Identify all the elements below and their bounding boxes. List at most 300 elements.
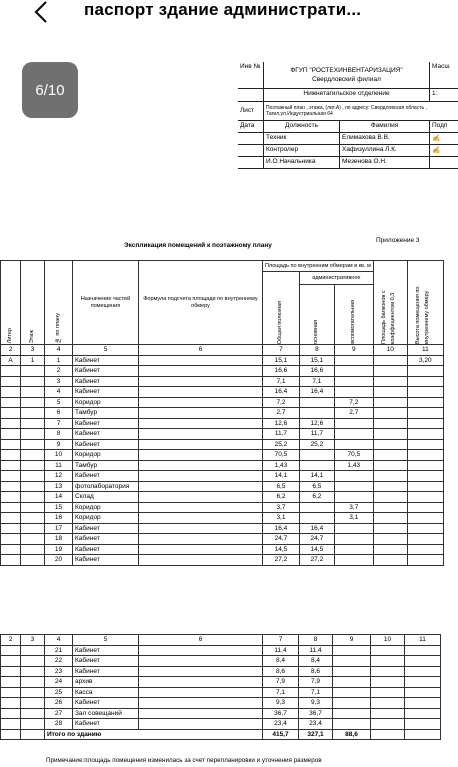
scale-label: Масш xyxy=(432,63,450,70)
row-number: 11 xyxy=(45,460,73,471)
row-formula xyxy=(139,687,263,698)
row-number: 10 xyxy=(45,450,73,461)
row-balcony xyxy=(373,534,407,545)
row-aux-area xyxy=(334,555,373,566)
row-aux-area xyxy=(334,523,373,534)
row-aux-area xyxy=(334,355,373,366)
row-number: 5 xyxy=(45,397,73,408)
document-viewer[interactable] xyxy=(0,44,450,767)
row-etazh: 1 xyxy=(21,355,45,366)
col-number: 11 xyxy=(405,635,441,646)
staff-post: Контролер xyxy=(264,145,340,156)
row-balcony xyxy=(371,708,405,719)
row-litera xyxy=(1,492,21,503)
row-etazh xyxy=(21,481,45,492)
row-litera xyxy=(1,460,21,471)
col-number: 3 xyxy=(21,345,45,356)
row-height xyxy=(405,677,441,688)
col-number: 3 xyxy=(21,635,45,646)
row-purpose: Кабинет xyxy=(73,387,139,398)
row-balcony xyxy=(373,429,407,440)
col-etazh: Этаж xyxy=(29,330,35,344)
row-total-area: 12,6 xyxy=(263,418,300,429)
table-title: Экспликация помещений к поэтажному плану xyxy=(124,242,272,249)
row-formula xyxy=(139,645,263,656)
row-balcony xyxy=(373,397,407,408)
row-height xyxy=(407,502,443,513)
row-number: 15 xyxy=(45,502,73,513)
row-balcony xyxy=(371,698,405,709)
row-purpose: Коридор xyxy=(73,397,139,408)
row-aux-area xyxy=(333,708,371,719)
row-height xyxy=(407,397,443,408)
table-row xyxy=(1,355,444,366)
row-main-area: 7,1 xyxy=(299,687,333,698)
row-etazh xyxy=(21,450,45,461)
row-balcony xyxy=(371,677,405,688)
row-height xyxy=(405,708,441,719)
row-formula xyxy=(139,450,263,461)
row-height xyxy=(407,439,443,450)
row-total-area: 16,4 xyxy=(263,387,300,398)
row-etazh xyxy=(21,439,45,450)
table-row xyxy=(1,708,441,719)
row-etazh xyxy=(21,534,45,545)
row-balcony xyxy=(373,439,407,450)
row-main-area xyxy=(299,460,334,471)
row-litera xyxy=(1,471,21,482)
row-etazh xyxy=(21,397,45,408)
row-total-area: 3,1 xyxy=(263,513,300,524)
col-number: 9 xyxy=(334,345,373,356)
row-total-area: 8,6 xyxy=(263,666,299,677)
row-main-area: 14,1 xyxy=(299,471,334,482)
row-number: 21 xyxy=(45,645,73,656)
col-number: 9 xyxy=(333,635,371,646)
row-main-area: 24,7 xyxy=(299,534,334,545)
row-total-area: 36,7 xyxy=(263,708,299,719)
row-main-area: 16,6 xyxy=(299,366,334,377)
row-number: 1 xyxy=(45,355,73,366)
row-number: 19 xyxy=(45,544,73,555)
row-formula xyxy=(139,677,263,688)
row-etazh xyxy=(21,544,45,555)
row-main-area xyxy=(299,397,334,408)
row-purpose: Кабинет xyxy=(73,471,139,482)
row-balcony xyxy=(373,387,407,398)
row-total-area: 7,1 xyxy=(263,687,299,698)
row-litera xyxy=(1,513,21,524)
scale-value: 1: xyxy=(432,90,438,97)
row-litera xyxy=(1,502,21,513)
row-aux-area xyxy=(333,687,371,698)
row-purpose: Коридор xyxy=(73,513,139,524)
row-formula xyxy=(139,460,263,471)
col-litera: Литер xyxy=(7,328,13,344)
col-number: 11 xyxy=(407,345,443,356)
row-formula xyxy=(139,408,263,419)
row-purpose: Кабинет xyxy=(73,439,139,450)
row-purpose: Кабинет xyxy=(73,719,139,730)
document-title: паспорт здание администрати... xyxy=(84,0,362,19)
row-etazh xyxy=(21,408,45,419)
row-formula xyxy=(139,708,263,719)
row-height xyxy=(407,366,443,377)
total-aux: 88,6 xyxy=(333,729,371,740)
staff-post: И.О.Начальника xyxy=(264,157,340,168)
row-formula xyxy=(139,418,263,429)
row-litera xyxy=(1,397,21,408)
row-purpose: Кабинет xyxy=(73,366,139,377)
row-purpose: Кабинет xyxy=(73,645,139,656)
row-formula xyxy=(139,376,263,387)
col-number: 2 xyxy=(1,635,21,646)
dept-name: Нижнетагильское отделение xyxy=(264,89,430,101)
row-main-area xyxy=(299,408,334,419)
branch-name: Свердловский филиал xyxy=(312,76,381,83)
row-main-area: 8,4 xyxy=(299,656,333,667)
table-row xyxy=(1,666,441,677)
table-row xyxy=(1,408,444,419)
row-aux-area xyxy=(333,677,371,688)
row-balcony xyxy=(373,492,407,503)
row-total-area: 23,4 xyxy=(263,719,299,730)
row-aux-area: 3,1 xyxy=(334,513,373,524)
col-number: 4 xyxy=(45,345,73,356)
row-formula xyxy=(139,366,263,377)
date-col: Дата xyxy=(238,121,264,132)
top-bar xyxy=(0,0,446,44)
row-total-area: 11,4 xyxy=(263,645,299,656)
row-purpose: Зал совещаний xyxy=(73,708,139,719)
table-row xyxy=(1,439,444,450)
row-height xyxy=(405,645,441,656)
row-number: 12 xyxy=(45,471,73,482)
row-formula xyxy=(139,355,263,366)
signature: ✍ xyxy=(432,135,441,142)
row-balcony xyxy=(373,408,407,419)
col-number: 7 xyxy=(263,345,300,356)
row-total-area: 8,4 xyxy=(263,656,299,667)
row-main-area: 36,7 xyxy=(299,708,333,719)
row-litera xyxy=(1,645,21,656)
row-etazh xyxy=(21,502,45,513)
table-row xyxy=(1,471,444,482)
row-height xyxy=(405,656,441,667)
row-main-area: 11,7 xyxy=(299,429,334,440)
row-height xyxy=(407,534,443,545)
row-litera xyxy=(1,450,21,461)
col-number: 10 xyxy=(373,345,407,356)
row-formula xyxy=(139,513,263,524)
row-main-area: 16,4 xyxy=(299,387,334,398)
row-litera xyxy=(1,555,21,566)
row-total-area: 14,5 xyxy=(263,544,300,555)
row-etazh xyxy=(21,719,45,730)
table-row xyxy=(1,481,444,492)
sheet-description: Поэтажный план , этажа, (лит.А) , по адресу: Свердловская область , xyxy=(266,105,427,111)
title-block xyxy=(238,62,458,169)
row-total-area: 70,5 xyxy=(263,450,300,461)
row-balcony xyxy=(373,544,407,555)
row-formula xyxy=(139,523,263,534)
row-number: 9 xyxy=(45,439,73,450)
row-aux-area xyxy=(334,429,373,440)
row-formula xyxy=(139,719,263,730)
row-formula xyxy=(139,698,263,709)
row-aux-area xyxy=(334,439,373,450)
row-number: 16 xyxy=(45,513,73,524)
row-formula xyxy=(139,502,263,513)
row-litera xyxy=(1,376,21,387)
row-etazh xyxy=(21,492,45,503)
row-purpose: Кабинет xyxy=(73,666,139,677)
row-aux-area xyxy=(333,666,371,677)
row-litera xyxy=(1,719,21,730)
row-height xyxy=(407,471,443,482)
row-total-area: 11,7 xyxy=(263,429,300,440)
row-balcony xyxy=(373,460,407,471)
table-row xyxy=(1,429,444,440)
row-number: 27 xyxy=(45,708,73,719)
row-purpose: Кабинет xyxy=(73,656,139,667)
row-etazh xyxy=(21,471,45,482)
row-height xyxy=(407,408,443,419)
row-number: 22 xyxy=(45,656,73,667)
col-height: Высота помещения по внутреннему обмеру xyxy=(415,286,431,344)
row-balcony xyxy=(373,450,407,461)
row-total-area: 7,1 xyxy=(263,376,300,387)
row-number: 3 xyxy=(45,376,73,387)
table-row xyxy=(1,387,444,398)
row-etazh xyxy=(21,523,45,534)
row-formula xyxy=(139,471,263,482)
table-row xyxy=(1,502,444,513)
col-area-group: Площадь по внутренним обмерам в кв. м xyxy=(263,261,374,272)
staff-name: Мезенова О.Н. xyxy=(340,157,430,168)
row-main-area: 23,4 xyxy=(299,719,333,730)
table-row xyxy=(1,450,444,461)
row-litera xyxy=(1,429,21,440)
explication-table xyxy=(0,260,444,566)
row-etazh xyxy=(21,366,45,377)
row-total-area: 14,1 xyxy=(263,471,300,482)
row-total-area: 6,5 xyxy=(263,481,300,492)
row-main-area: 7,9 xyxy=(299,677,333,688)
row-total-area: 24,7 xyxy=(263,534,300,545)
row-litera xyxy=(1,366,21,377)
row-litera xyxy=(1,439,21,450)
row-purpose: архив xyxy=(73,677,139,688)
row-aux-area xyxy=(334,376,373,387)
row-aux-area xyxy=(334,534,373,545)
row-etazh xyxy=(21,708,45,719)
row-total-area: 16,4 xyxy=(263,523,300,534)
row-aux-area xyxy=(334,387,373,398)
row-formula xyxy=(139,439,263,450)
row-purpose: Тамбур xyxy=(73,408,139,419)
footnote: Примечание:площадь помещения изменилась за счет перепланировки и уточнения размеров xyxy=(46,757,322,764)
row-total-area: 1,43 xyxy=(263,460,300,471)
table-row xyxy=(1,492,444,503)
row-height xyxy=(407,460,443,471)
row-etazh xyxy=(21,645,45,656)
col-number: 8 xyxy=(299,345,334,356)
row-height xyxy=(407,492,443,503)
col-number: 8 xyxy=(299,635,333,646)
col-aux: вспомогательная xyxy=(350,299,357,344)
row-aux-area xyxy=(333,656,371,667)
row-formula xyxy=(139,534,263,545)
row-number: 14 xyxy=(45,492,73,503)
inv-label: Инв № xyxy=(238,62,264,88)
row-total-area: 3,7 xyxy=(263,502,300,513)
page-counter: 6/10 xyxy=(22,62,78,118)
row-aux-area xyxy=(333,698,371,709)
row-purpose: Тамбур xyxy=(73,460,139,471)
row-etazh xyxy=(21,387,45,398)
row-aux-area: 3,7 xyxy=(334,502,373,513)
row-total-area: 7,9 xyxy=(263,677,299,688)
row-total-area: 15,1 xyxy=(263,355,300,366)
total-label: Итого по зданию xyxy=(45,729,263,740)
row-etazh xyxy=(21,429,45,440)
row-aux-area: 1,43 xyxy=(334,460,373,471)
row-balcony xyxy=(371,656,405,667)
table-row xyxy=(1,366,444,377)
row-main-area: 6,5 xyxy=(299,481,334,492)
row-main-area: 7,1 xyxy=(299,376,334,387)
row-main-area: 12,6 xyxy=(299,418,334,429)
row-balcony xyxy=(373,502,407,513)
row-height xyxy=(405,687,441,698)
row-height xyxy=(405,719,441,730)
row-number: 13 xyxy=(45,481,73,492)
row-formula xyxy=(139,555,263,566)
row-purpose: Касса xyxy=(73,687,139,698)
table-row xyxy=(1,687,441,698)
explication-table-continued xyxy=(0,634,441,740)
row-aux-area xyxy=(334,492,373,503)
row-balcony xyxy=(371,645,405,656)
row-height xyxy=(407,513,443,524)
row-formula xyxy=(139,656,263,667)
row-height xyxy=(407,429,443,440)
row-aux-area xyxy=(334,471,373,482)
row-aux-area: 2,7 xyxy=(334,408,373,419)
row-number: 28 xyxy=(45,719,73,730)
table-row xyxy=(1,376,444,387)
row-height xyxy=(407,481,443,492)
row-formula xyxy=(139,387,263,398)
row-balcony xyxy=(373,481,407,492)
table-row xyxy=(1,397,444,408)
row-number: 24 xyxy=(45,677,73,688)
row-aux-area xyxy=(334,481,373,492)
row-litera xyxy=(1,698,21,709)
row-formula xyxy=(139,397,263,408)
back-arrow-icon[interactable] xyxy=(28,0,56,28)
row-total-area: 9,3 xyxy=(263,698,299,709)
row-height xyxy=(407,555,443,566)
row-balcony xyxy=(373,366,407,377)
row-etazh xyxy=(21,666,45,677)
row-formula xyxy=(139,429,263,440)
row-total-area: 2,7 xyxy=(263,408,300,419)
row-main-area xyxy=(299,502,334,513)
col-formula: Формула подсчета площади по внутреннему обмеру xyxy=(139,261,263,345)
row-litera xyxy=(1,408,21,419)
sign-col: Подп xyxy=(432,122,448,129)
row-main-area: 9,3 xyxy=(299,698,333,709)
sheet-address: Тагил,ул.Индустриальная 64 xyxy=(266,111,333,117)
total-main: 327,1 xyxy=(299,729,333,740)
row-aux-area xyxy=(333,719,371,730)
row-purpose: Кабинет xyxy=(73,523,139,534)
row-number: 8 xyxy=(45,429,73,440)
row-main-area: 25,2 xyxy=(299,439,334,450)
row-litera xyxy=(1,534,21,545)
row-balcony xyxy=(371,719,405,730)
staff-post: Техник xyxy=(264,133,340,144)
row-balcony xyxy=(373,555,407,566)
col-purpose: Назначение частей помещения xyxy=(73,261,139,345)
row-balcony xyxy=(373,513,407,524)
sheet-label: Лист xyxy=(238,102,264,120)
row-litera: А xyxy=(1,355,21,366)
row-height xyxy=(407,450,443,461)
row-etazh xyxy=(21,376,45,387)
row-main-area: 8,6 xyxy=(299,666,333,677)
col-num: № по плану xyxy=(55,313,61,344)
row-total-area: 27,2 xyxy=(263,555,300,566)
row-litera xyxy=(1,481,21,492)
row-balcony xyxy=(373,418,407,429)
row-height xyxy=(405,698,441,709)
row-aux-area xyxy=(334,544,373,555)
row-purpose: Кабинет xyxy=(73,698,139,709)
row-etazh xyxy=(21,687,45,698)
row-balcony xyxy=(371,666,405,677)
row-etazh xyxy=(21,460,45,471)
row-etazh xyxy=(21,698,45,709)
row-purpose: Кабинет xyxy=(73,418,139,429)
row-main-area: 15,1 xyxy=(299,355,334,366)
row-height xyxy=(407,523,443,534)
row-etazh xyxy=(21,513,45,524)
row-height xyxy=(407,387,443,398)
row-height: 3,20 xyxy=(407,355,443,366)
signature: ✍ xyxy=(432,147,441,154)
col-number: 6 xyxy=(139,345,263,356)
row-formula xyxy=(139,666,263,677)
table-row xyxy=(1,555,444,566)
col-balcony: Площадь балконов с коэффициентом 0,3 xyxy=(381,289,397,344)
row-purpose: фотолаборатория xyxy=(73,481,139,492)
staff-name: Хафизуллина Л.К. xyxy=(340,145,430,156)
col-number: 6 xyxy=(139,635,263,646)
row-number: 23 xyxy=(45,666,73,677)
row-number: 6 xyxy=(45,408,73,419)
row-number: 7 xyxy=(45,418,73,429)
row-litera xyxy=(1,418,21,429)
row-litera xyxy=(1,523,21,534)
total-row xyxy=(1,729,441,740)
col-number: 2 xyxy=(1,345,21,356)
row-formula xyxy=(139,481,263,492)
name-col: Фамилия xyxy=(340,121,430,132)
row-height xyxy=(407,418,443,429)
